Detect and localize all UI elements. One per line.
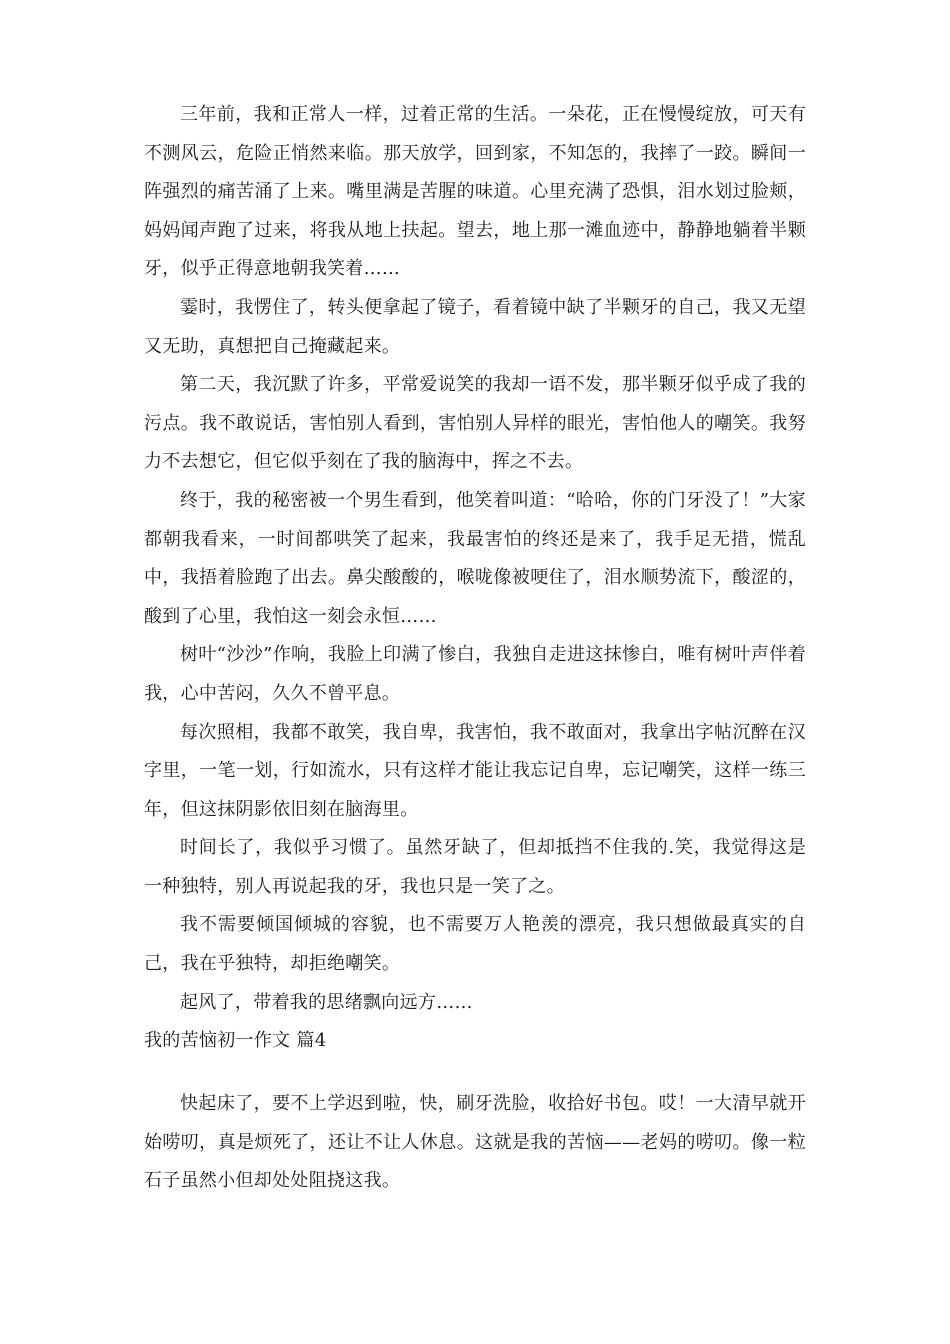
essay-section-3: [144, 96, 806, 1061]
paragraph: 每次照相，我都不敢笑，我自卑，我害怕，我不敢面对，我拿出字帖沉醉在汉字里，一笔一划，行如流水，只有这样才能让我忘记自卑，忘记嘲笑，这样一练三年，但这抹阴影依旧刻在脑海里。: [144, 721, 806, 820]
paragraph: 起风了，带着我的思绪飘向远方……: [180, 991, 473, 1013]
section-heading: 我的苦恼初一作文 篇4: [144, 1030, 327, 1052]
essay-section-4: [144, 1085, 806, 1201]
paragraph: 时间长了，我似乎习惯了。虽然牙缺了，但却抵挡不住我的.笑，我觉得这是一种独特，别人再说起我的牙，我也只是一笑了之。: [144, 837, 806, 897]
paragraph: 霎时，我愣住了，转头便拿起了镜子，看着镜中缺了半颗牙的自己，我又无望又无助，真想把自己掩藏起来。: [144, 296, 806, 357]
paragraph: 三年前，我和正常人一样，过着正常的生活。一朵花，正在慢慢绽放，可天有不测风云，危险正悄然来临。那天放学，回到家，不知怎的，我摔了一跤。瞬间一阵强烈的痛苦涌了上来。嘴里满是苦腥的味道。心里充满了恐惧，泪水划过脸颊，妈妈闻声跑了过来，将我从地上扶起。望去，地上那一滩血迹中，静静地躺着半颗牙，似乎正得意地朝我笑着……: [144, 104, 806, 280]
paragraph: 我不需要倾国倾城的容貌，也不需要万人艳羡的漂亮，我只想做最真实的自己，我在乎独特，却拒绝嘲笑。: [144, 914, 806, 975]
paragraph: 快起床了，要不上学迟到啦，快，刷牙洗脸，收拾好书包。哎！一大清早就开始唠叨，真是烦死了，还让不让人休息。这就是我的苦恼——老妈的唠叨。像一粒石子虽然小但却处处阻挠这我。: [144, 1093, 806, 1192]
paragraph: 第二天，我沉默了许多，平常爱说笑的我却一语不发，那半颗牙似乎成了我的污点。我不敢说话，害怕别人看到，害怕别人异样的眼光，害怕他人的嘲笑。我努力不去想它，但它似乎刻在了我的脑海中，挥之不去。: [144, 374, 806, 473]
paragraph: 树叶“沙沙”作响，我脸上印满了惨白，我独自走进这抹惨白，唯有树叶声伴着我，心中苦闷，久久不曾平息。: [144, 644, 806, 704]
paragraph: 终于，我的秘密被一个男生看到，他笑着叫道：“哈哈，你的门牙没了！”大家都朝我看来，一时间都哄笑了起来，我最害怕的终还是来了，我手足无措，慌乱中，我捂着脸跑了出去。鼻尖酸酸的，喉咙像被哽住了，泪水顺势流下，酸涩的，酸到了心里，我怕这一刻会永恒……: [144, 489, 806, 627]
